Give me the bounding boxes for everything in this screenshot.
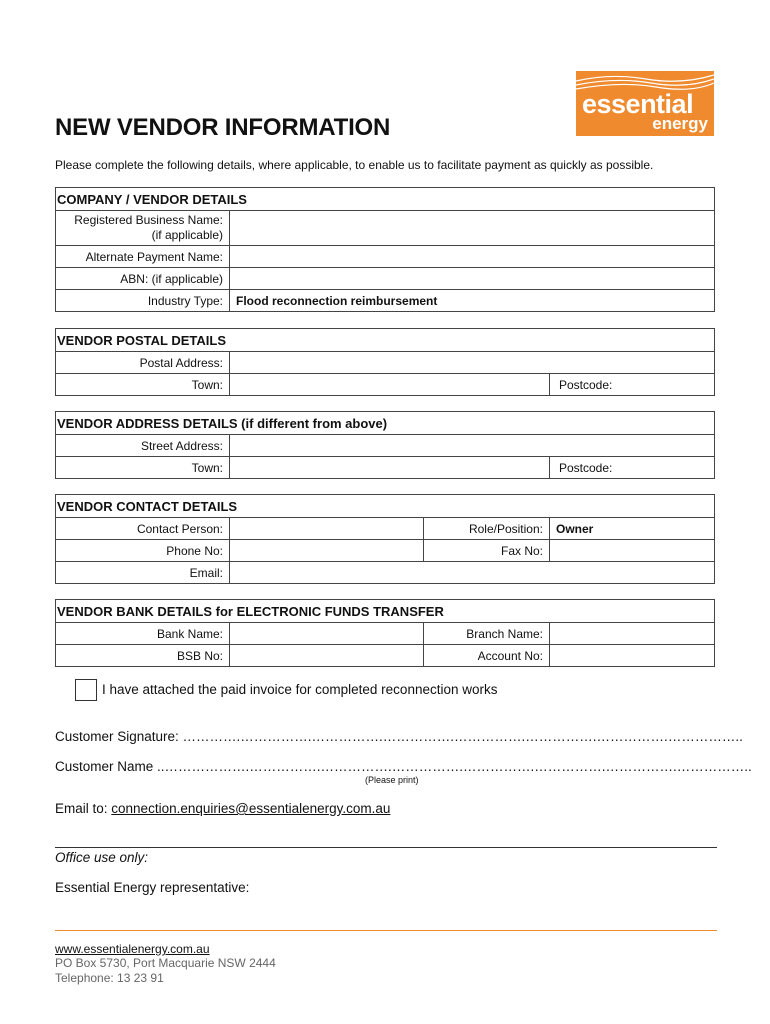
customer-signature-line[interactable]: Customer Signature: ………….…………….…………….…………….…………….…………….…………….…………….. [55,729,743,744]
logo-text-essential: essential [582,89,694,119]
footer-po-box: PO Box 5730, Port Macquarie NSW 2444 [55,956,276,970]
postal-details-table [55,328,715,396]
address-postcode-label: Postcode: [559,460,613,475]
bsb-label: BSB No: [56,645,230,667]
address-town-field[interactable] [230,457,550,479]
address-heading: VENDOR ADDRESS DETAILS (if different from above) [56,412,715,435]
role-field[interactable]: Owner [550,518,715,540]
street-address-field[interactable] [230,435,715,457]
intro-text: Please complete the following details, where applicable, to enable us to facilitate payment as quickly as possible. [55,158,654,172]
abn-label: ABN: (if applicable) [56,268,230,290]
postal-address-label: Postal Address: [56,352,230,374]
please-print-note: (Please print) [365,775,419,785]
bank-details-table [55,599,715,667]
email-field[interactable] [230,562,715,584]
business-name-field[interactable] [230,211,715,246]
footer-telephone: Telephone: 13 23 91 [55,971,164,985]
postal-town-field[interactable] [230,374,550,396]
invoice-attached-checkbox[interactable] [75,679,97,701]
office-use-heading: Office use only: [55,850,149,865]
bank-name-field[interactable] [230,623,424,645]
street-address-label: Street Address: [56,435,230,457]
company-details-table [55,187,715,312]
fax-label: Fax No: [424,540,550,562]
bank-heading: VENDOR BANK DETAILS for ELECTRONIC FUNDS TRANSFER [56,600,715,623]
footer-website-link[interactable] [55,942,210,956]
postal-town-label: Town: [56,374,230,396]
page-title: NEW VENDOR INFORMATION [55,114,391,141]
phone-field[interactable] [230,540,424,562]
footer-url[interactable]: www.essentialenergy.com.au [55,942,210,956]
account-no-field[interactable] [550,645,715,667]
industry-label: Industry Type: [56,290,230,312]
email-link[interactable]: connection.enquiries@essentialenergy.com.au [111,801,391,816]
alt-payment-label: Alternate Payment Name: [56,246,230,268]
company-heading: COMPANY / VENDOR DETAILS [56,188,715,211]
essential-energy-logo [576,71,714,136]
address-postcode-field[interactable] [550,457,715,479]
account-no-label: Account No: [424,645,550,667]
role-label: Role/Position: [424,518,550,540]
email-to-line [55,801,390,816]
business-name-label [56,211,230,246]
footer-divider [55,930,717,931]
logo-text-energy: energy [652,114,708,133]
alt-payment-field[interactable] [230,246,715,268]
business-name-label-line1: Registered Business Name: [74,213,223,227]
business-name-label-line2: (if applicable) [151,228,223,242]
address-town-label: Town: [56,457,230,479]
representative-label: Essential Energy representative: [55,880,250,895]
customer-name-line[interactable]: Customer Name ..……………….…………….…………….…………….…………….…………….…………….…………….. [55,759,752,774]
contact-heading: VENDOR CONTACT DETAILS [56,495,715,518]
contact-person-label: Contact Person: [56,518,230,540]
fax-field[interactable] [550,540,715,562]
address-details-table [55,411,715,479]
industry-field[interactable]: Flood reconnection reimbursement [230,290,715,312]
invoice-attached-text: I have attached the paid invoice for completed reconnection works [102,682,498,697]
office-use-divider [55,847,717,848]
contact-details-table [55,494,715,584]
phone-label: Phone No: [56,540,230,562]
abn-field[interactable] [230,268,715,290]
branch-name-label: Branch Name: [424,623,550,645]
branch-name-field[interactable] [550,623,715,645]
contact-person-field[interactable] [230,518,424,540]
postal-postcode-label: Postcode: [559,377,613,392]
email-label: Email: [56,562,230,584]
postal-postcode-field[interactable] [550,374,715,396]
bank-name-label: Bank Name: [56,623,230,645]
bsb-field[interactable] [230,645,424,667]
postal-heading: VENDOR POSTAL DETAILS [56,329,715,352]
email-to-prefix: Email to: [55,801,112,816]
postal-address-field[interactable] [230,352,715,374]
